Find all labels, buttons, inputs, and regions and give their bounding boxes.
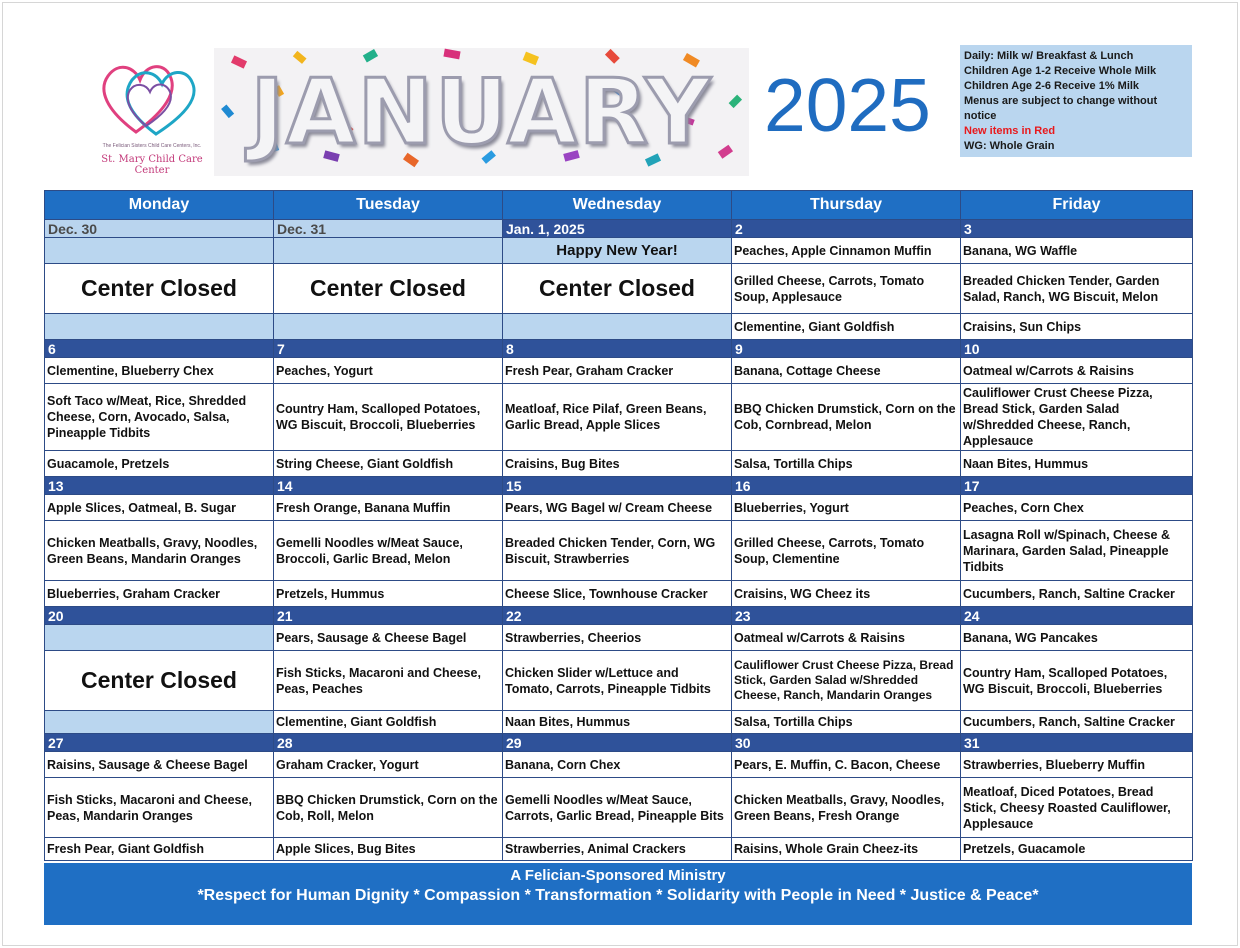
date-cell: 6 [45,340,274,358]
lunch-cell: Breaded Chicken Tender, Garden Salad, Ranch, WG Biscuit, Melon [961,264,1193,314]
date-cell: Dec. 30 [45,220,274,238]
year-title: 2025 [764,63,931,147]
date-cell: 28 [274,734,503,752]
date-cell: Jan. 1, 2025 [503,220,732,238]
lunch-cell: Cauliflower Crust Cheese Pizza, Bread Stick, Garden Salad w/Shredded Cheese, Ranch, Applesauce [961,384,1193,451]
snack-cell: Pretzels, Guacamole [961,838,1193,861]
snack-cell: Craisins, Bug Bites [503,451,732,477]
date-cell: 13 [45,477,274,495]
breakfast-row [45,358,1193,384]
snack-cell: Clementine, Giant Goldfish [732,314,961,340]
date-cell: 7 [274,340,503,358]
date-cell: 8 [503,340,732,358]
ministry-footer [44,863,1192,925]
snack-cell: Raisins, Whole Grain Cheez-its [732,838,961,861]
date-cell: 24 [961,607,1193,625]
snack-cell: Blueberries, Graham Cracker [45,581,274,607]
date-row [45,607,1193,625]
breakfast-cell: Banana, Cottage Cheese [732,358,961,384]
menu-calendar [44,190,1193,861]
lunch-cell: Grilled Cheese, Carrots, Tomato Soup, Applesauce [732,264,961,314]
date-cell: 17 [961,477,1193,495]
date-cell: 27 [45,734,274,752]
snack-cell: Fresh Pear, Giant Goldfish [45,838,274,861]
logo-name: St. Mary Child Care Center [101,154,203,176]
lunch-cell: Country Ham, Scalloped Potatoes, WG Biscuit, Broccoli, Blueberries [961,651,1193,711]
lunch-cell: Soft Taco w/Meat, Rice, Shredded Cheese, Corn, Avocado, Salsa, Pineapple Tidbits [45,384,274,451]
lunch-cell: Fish Sticks, Macaroni and Cheese, Peas, Mandarin Oranges [45,778,274,838]
day-header-tuesday: Tuesday [274,191,503,220]
snack-cell: Naan Bites, Hummus [961,451,1193,477]
hearts-logo-icon [96,50,208,142]
snack-cell: Pretzels, Hummus [274,581,503,607]
lunch-cell: BBQ Chicken Drumstick, Corn on the Cob, Cornbread, Melon [732,384,961,451]
snack-row [45,838,1193,861]
lunch-cell: Meatloaf, Rice Pilaf, Green Beans, Garlic Bread, Apple Slices [503,384,732,451]
date-cell: 14 [274,477,503,495]
day-header-wednesday: Wednesday [503,191,732,220]
date-row [45,340,1193,358]
breakfast-cell [45,625,274,651]
breakfast-row [45,495,1193,521]
breakfast-cell [45,238,274,264]
lunch-cell: Gemelli Noodles w/Meat Sauce, Broccoli, Garlic Bread, Melon [274,521,503,581]
snack-cell: Apple Slices, Bug Bites [274,838,503,861]
date-cell: 15 [503,477,732,495]
center-closed-cell: Center Closed [503,264,732,314]
snack-cell: Clementine, Giant Goldfish [274,711,503,734]
date-cell: 9 [732,340,961,358]
date-row [45,734,1193,752]
snack-row [45,451,1193,477]
snack-cell [45,314,274,340]
breakfast-cell: Peaches, Corn Chex [961,495,1193,521]
snack-cell: Naan Bites, Hummus [503,711,732,734]
date-cell: 21 [274,607,503,625]
note-line: Menus are subject to change without notice [964,95,1158,122]
breakfast-cell: Fresh Pear, Graham Cracker [503,358,732,384]
date-cell: 31 [961,734,1193,752]
date-cell: 29 [503,734,732,752]
lunch-cell: Cauliflower Crust Cheese Pizza, Bread Stick, Garden Salad w/Shredded Cheese, Ranch, Mandarin Oranges [732,651,961,711]
lunch-cell: Breaded Chicken Tender, Corn, WG Biscuit, Strawberries [503,521,732,581]
snack-cell: Cucumbers, Ranch, Saltine Cracker [961,581,1193,607]
breakfast-cell: Strawberries, Blueberry Muffin [961,752,1193,778]
lunch-cell: Meatloaf, Diced Potatoes, Bread Stick, Cheesy Roasted Cauliflower, Applesauce [961,778,1193,838]
breakfast-cell: Oatmeal w/Carrots & Raisins [732,625,961,651]
breakfast-cell: Raisins, Sausage & Cheese Bagel [45,752,274,778]
snack-cell: Strawberries, Animal Crackers [503,838,732,861]
lunch-row [45,521,1193,581]
month-title: JANUARY [250,60,713,165]
breakfast-cell: Fresh Orange, Banana Muffin [274,495,503,521]
lunch-cell: Fish Sticks, Macaroni and Cheese, Peas, Peaches [274,651,503,711]
day-header-row [45,191,1193,220]
breakfast-cell: Blueberries, Yogurt [732,495,961,521]
snack-cell: Salsa, Tortilla Chips [732,711,961,734]
center-logo [86,50,218,175]
date-row [45,477,1193,495]
date-cell: 16 [732,477,961,495]
snack-cell: Guacamole, Pretzels [45,451,274,477]
date-row [45,220,1193,238]
breakfast-row [45,752,1193,778]
lunch-row [45,384,1193,451]
lunch-cell: Gemelli Noodles w/Meat Sauce, Carrots, Garlic Bread, Pineapple Bits [503,778,732,838]
lunch-cell: Lasagna Roll w/Spinach, Cheese & Marinara, Garden Salad, Pineapple Tidbits [961,521,1193,581]
snack-row [45,581,1193,607]
date-cell: Dec. 31 [274,220,503,238]
breakfast-cell: Peaches, Yogurt [274,358,503,384]
month-banner [214,48,749,176]
breakfast-row [45,625,1193,651]
breakfast-cell: Pears, E. Muffin, C. Bacon, Cheese [732,752,961,778]
lunch-row [45,264,1193,314]
lunch-cell: Country Ham, Scalloped Potatoes, WG Biscuit, Broccoli, Blueberries [274,384,503,451]
snack-cell [503,314,732,340]
date-cell: 23 [732,607,961,625]
lunch-cell: Chicken Meatballs, Gravy, Noodles, Green Beans, Fresh Orange [732,778,961,838]
day-header-thursday: Thursday [732,191,961,220]
breakfast-cell: Pears, WG Bagel w/ Cream Cheese [503,495,732,521]
breakfast-row [45,238,1193,264]
note-line: Daily: Milk w/ Breakfast & Lunch [964,50,1134,62]
note-line: Children Age 1-2 Receive Whole Milk [964,65,1157,77]
date-cell: 20 [45,607,274,625]
date-cell: 30 [732,734,961,752]
date-cell: 22 [503,607,732,625]
breakfast-cell: Pears, Sausage & Cheese Bagel [274,625,503,651]
holiday-greeting: Happy New Year! [503,238,732,264]
footer-ministry-line: A Felician-Sponsored Ministry [510,867,726,884]
lunch-cell: Chicken Meatballs, Gravy, Noodles, Green Beans, Mandarin Oranges [45,521,274,581]
snack-cell: Cheese Slice, Townhouse Cracker [503,581,732,607]
snack-cell: String Cheese, Giant Goldfish [274,451,503,477]
day-header-monday: Monday [45,191,274,220]
snack-cell: Craisins, WG Cheez its [732,581,961,607]
snack-cell: Cucumbers, Ranch, Saltine Cracker [961,711,1193,734]
center-closed-cell: Center Closed [274,264,503,314]
center-closed-cell: Center Closed [45,264,274,314]
breakfast-cell: Oatmeal w/Carrots & Raisins [961,358,1193,384]
snack-cell: Salsa, Tortilla Chips [732,451,961,477]
menu-notes [960,45,1192,157]
footer-values-line: *Respect for Human Dignity * Compassion * Transformation * Solidarity with People in Need * Justice & Peace* [197,887,1039,904]
note-line: Children Age 2-6 Receive 1% Milk [964,80,1140,92]
snack-cell [274,314,503,340]
logo-org-line: The Felician Sisters Child Care Centers, Inc. [102,143,202,149]
date-cell: 10 [961,340,1193,358]
date-cell: 3 [961,220,1193,238]
whole-grain-note: WG: Whole Grain [964,140,1055,152]
breakfast-cell: Strawberries, Cheerios [503,625,732,651]
breakfast-cell [274,238,503,264]
breakfast-cell: Clementine, Blueberry Chex [45,358,274,384]
breakfast-cell: Peaches, Apple Cinnamon Muffin [732,238,961,264]
snack-row [45,314,1193,340]
snack-row [45,711,1193,734]
lunch-cell: Chicken Slider w/Lettuce and Tomato, Carrots, Pineapple Tidbits [503,651,732,711]
lunch-row [45,778,1193,838]
new-items-note: New items in Red [964,125,1056,137]
date-cell: 2 [732,220,961,238]
breakfast-cell: Banana, WG Pancakes [961,625,1193,651]
lunch-cell: Grilled Cheese, Carrots, Tomato Soup, Clementine [732,521,961,581]
lunch-cell: BBQ Chicken Drumstick, Corn on the Cob, Roll, Melon [274,778,503,838]
snack-cell [45,711,274,734]
snack-cell: Craisins, Sun Chips [961,314,1193,340]
breakfast-cell: Banana, Corn Chex [503,752,732,778]
breakfast-cell: Apple Slices, Oatmeal, B. Sugar [45,495,274,521]
lunch-row [45,651,1193,711]
center-closed-cell: Center Closed [45,651,274,711]
day-header-friday: Friday [961,191,1193,220]
breakfast-cell: Graham Cracker, Yogurt [274,752,503,778]
breakfast-cell: Banana, WG Waffle [961,238,1193,264]
